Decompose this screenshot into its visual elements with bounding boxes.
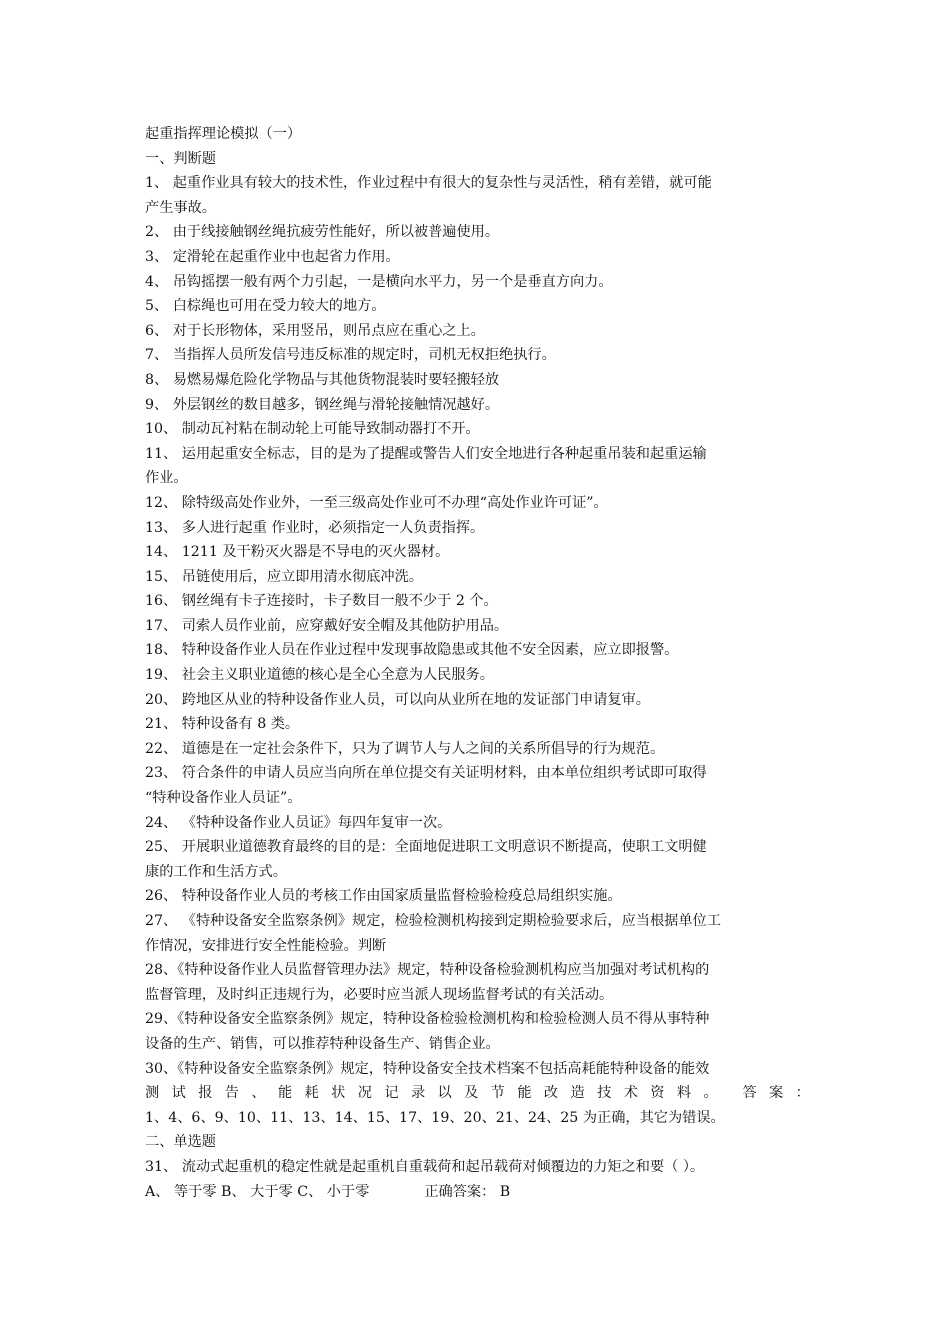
answer-key: 1、4、6、9、10、11、13、14、15、17、19、20、21、24、25 为正确，其它为错误。 [145, 1109, 725, 1126]
justified-char: 答 [742, 1085, 757, 1102]
justified-char: 技 [597, 1085, 612, 1102]
text-line: 作情况，安排进行安全性能检验。判断 [145, 937, 387, 954]
justified-char: 状 [331, 1085, 346, 1102]
question-31-correct-answer: 正确答案： B [424, 1183, 511, 1200]
text-line: 18、 特种设备作业人员在作业过程中发现事故隐患或其他不安全因素，应立即报警。 [145, 642, 679, 659]
text-line: 4、 吊钩摇摆一般有两个力引起，一是横向水平力，另一个是垂直方向力。 [145, 273, 613, 290]
text-line: 2、 由于线接触钢丝绳抗疲劳性能好，所以被普遍使用。 [145, 224, 500, 241]
text-line: 监督管理，及时纠正违规行为，必要时应当派人现场监督考试的有关活动。 [145, 986, 614, 1003]
question-31: 31、 流动式起重机的稳定性就是起重机自重载荷和起吊载荷对倾覆边的力矩之和要（ ）。 [145, 1158, 705, 1175]
justified-char: 况 [357, 1085, 372, 1102]
justified-char: 能 [277, 1085, 293, 1102]
text-line: 19、 社会主义职业道德的核心是全心全意为人民服务。 [145, 667, 494, 684]
document-body [145, 122, 810, 1204]
justified-char: 耗 [304, 1085, 319, 1102]
justified-char: 及 [464, 1085, 479, 1102]
text-line: 设备的生产、销售，可以推荐特种设备生产、销售企业。 [145, 1035, 500, 1052]
text-line: 26、 特种设备作业人员的考核工作由国家质量监督检验检疫总局组织实施。 [145, 888, 622, 905]
text-line: 12、 除特级高处作业外，一至三级高处作业可不办理“高处作业许可证”。 [145, 494, 608, 511]
question-31-options: A、 等于零 B、 大于零 C、 小于零 [145, 1183, 370, 1200]
text-line: 23、 符合条件的申请人员应当向所在单位提交有关证明材料，由本单位组织考试即可取得 [145, 765, 707, 782]
justified-char: 资 [650, 1085, 665, 1102]
text-line: 14、 1211 及干粉灭火器是不导电的灭火器材。 [145, 544, 450, 561]
justified-char: 报 [198, 1085, 213, 1102]
justified-char: 术 [623, 1085, 638, 1102]
justified-char: 节 [490, 1085, 505, 1102]
text-line: 9、 外层钢丝的数目越多，钢丝绳与滑轮接触情况越好。 [145, 396, 500, 413]
justified-char: 试 [171, 1085, 186, 1102]
text-line: 7、 当指挥人员所发信号违反标准的规定时，司机无权拒绝执行。 [145, 347, 556, 364]
section-heading-single-choice: 二、单选题 [145, 1134, 216, 1151]
text-line: 产生事故。 [145, 199, 216, 216]
question-30-continuation [145, 1081, 810, 1106]
text-line: 27、 《特种设备安全监察条例》规定，检验检测机构接到定期检验要求后，应当根据单位工 [145, 913, 721, 929]
judgement-questions [145, 171, 810, 1081]
justified-char: 测 [145, 1085, 160, 1102]
justified-char: 案 [769, 1085, 784, 1102]
section-heading-judgement: 一、判断题 [145, 150, 216, 167]
justified-char: 记 [384, 1085, 399, 1102]
justified-char: 。 [703, 1085, 718, 1102]
justified-char: 造 [570, 1085, 585, 1102]
text-line: 30、《特种设备安全监察条例》规定，特种设备安全技术档案不包括高耗能特种设备的能效 [145, 1060, 710, 1077]
text-line: 康的工作和生活方式。 [145, 863, 287, 880]
text-line: 29、《特种设备安全监察条例》规定，特种设备检验检测机构和检验检测人员不得从事特种 [145, 1011, 710, 1028]
text-line: 21、 特种设备有 8 类。 [145, 716, 300, 733]
question-31-options-row [145, 1180, 810, 1205]
justified-char: 录 [410, 1085, 426, 1102]
text-line: 作业。 [145, 470, 188, 487]
text-line: 5、 白棕绳也可用在受力较大的地方。 [145, 298, 386, 315]
text-line: 22、 道德是在一定社会条件下，只为了调节人与人之间的关系所倡导的行为规范。 [145, 740, 665, 757]
document-title: 起重指挥理论模拟（一） [145, 126, 302, 142]
justified-char: 料 [676, 1085, 692, 1102]
text-line: 3、 定滑轮在起重作业中也起省力作用。 [145, 248, 400, 265]
text-line: 13、 多人进行起重 作业时，必须指定一人负责指挥。 [145, 519, 485, 536]
justified-char: 以 [437, 1085, 452, 1102]
text-line: 10、 制动瓦衬粘在制动轮上可能导致制动器打不开。 [145, 421, 480, 438]
text-line: 6、 对于长形物体，采用竖吊，则吊点应在重心之上。 [145, 322, 485, 339]
text-line: 16、 钢丝绳有卡子连接时，卡子数目一般不少于 2 个。 [145, 593, 498, 610]
justified-char: 告 [224, 1085, 239, 1102]
text-line: 8、 易燃易爆危险化学物品与其他货物混装时要轻搬轻放 [145, 371, 500, 388]
text-line: 1、 起重作业具有较大的技术性，作业过程中有很大的复杂性与灵活性，稍有差错，就可能 [145, 175, 712, 192]
justified-char: 能 [517, 1085, 532, 1102]
justified-char: 、 [251, 1085, 266, 1102]
text-line: 25、 开展职业道德教育最终的目的是：全面地促进职工文明意识不断提高，使职工文明健 [145, 839, 707, 856]
text-line: 20、 跨地区从业的特种设备作业人员，可以向从业所在地的发证部门申请复审。 [145, 691, 650, 708]
text-line: 11、 运用起重安全标志，目的是为了提醒或警告人们安全地进行各种起重吊装和起重运输 [145, 445, 707, 462]
text-line: 15、 吊链使用后，应立即用清水彻底冲洗。 [145, 568, 423, 585]
text-line: “特种设备作业人员证”。 [145, 790, 302, 807]
justified-char: ： [795, 1085, 810, 1102]
justified-char: 改 [543, 1085, 559, 1102]
text-line: 17、 司索人员作业前，应穿戴好安全帽及其他防护用品。 [145, 617, 509, 634]
text-line: 28、《特种设备作业人员监督管理办法》规定，特种设备检验测机构应当加强对考试机构的 [145, 962, 710, 979]
text-line: 24、 《特种设备作业人员证》每四年复审一次。 [145, 814, 452, 831]
